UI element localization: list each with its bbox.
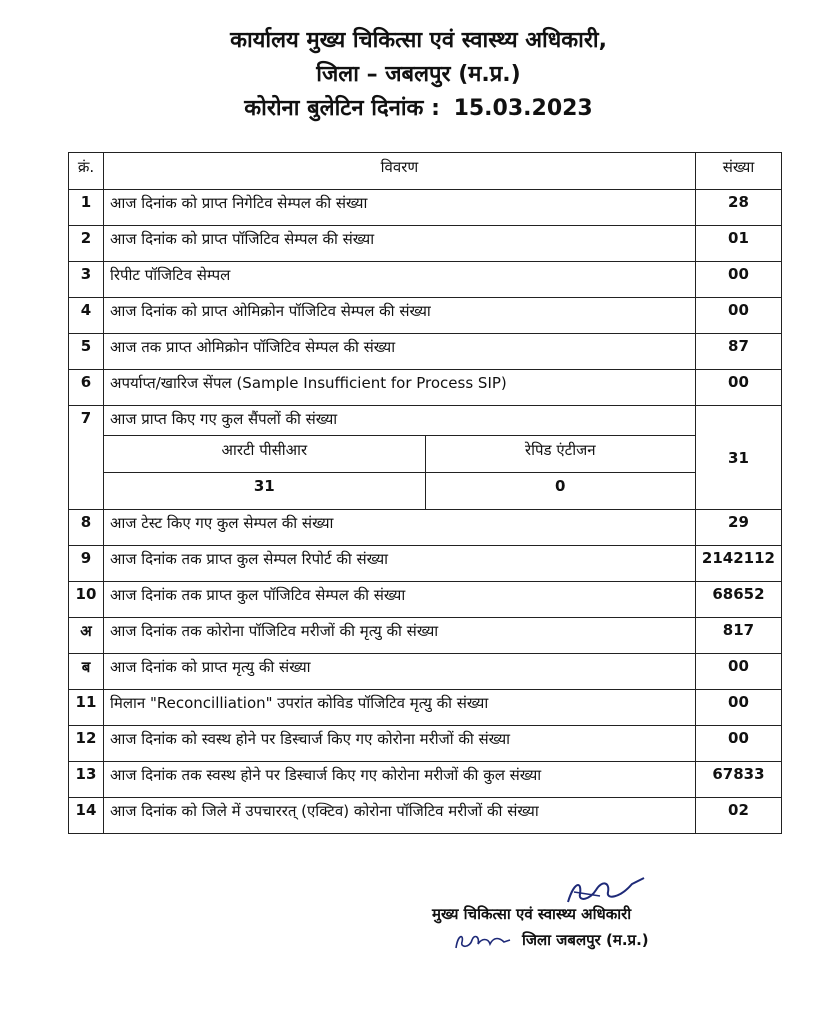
row-count: 00 bbox=[695, 370, 781, 406]
row-description: आज दिनांक को जिले में उपचाररत् (एक्टिव) कोरोना पॉजिटिव मरीजों की संख्या bbox=[103, 798, 695, 834]
row-serial: 4 bbox=[69, 298, 104, 334]
bulletin-table bbox=[68, 152, 782, 834]
table-row bbox=[69, 334, 782, 370]
row-serial: 11 bbox=[69, 690, 104, 726]
row-count: 02 bbox=[695, 798, 781, 834]
row-serial: 1 bbox=[69, 190, 104, 226]
header-serial: क्रं. bbox=[69, 153, 104, 190]
row-description-with-breakdown bbox=[103, 406, 695, 510]
table-row bbox=[69, 406, 782, 510]
row-serial: 12 bbox=[69, 726, 104, 762]
row-description: आज दिनांक तक स्वस्थ होने पर डिस्चार्ज किए गए कोरोना मरीजों की कुल संख्या bbox=[103, 762, 695, 798]
row-count: 00 bbox=[695, 690, 781, 726]
header-description: विवरण bbox=[103, 153, 695, 190]
row-description: आज प्राप्त किए गए कुल सैंपलों की संख्या bbox=[109, 410, 338, 428]
row-count: 68652 bbox=[695, 582, 781, 618]
table-row bbox=[69, 582, 782, 618]
signatory-designation: मुख्य चिकित्सा एवं स्वास्थ्य अधिकारी bbox=[432, 905, 632, 923]
row-serial: 10 bbox=[69, 582, 104, 618]
row-count: 28 bbox=[695, 190, 781, 226]
row-description: आज दिनांक को प्राप्त निगेटिव सेम्पल की संख्या bbox=[103, 190, 695, 226]
bulletin-title bbox=[0, 92, 837, 126]
initials-signature-icon bbox=[452, 930, 512, 952]
row-description: आज तक प्राप्त ओमिक्रोन पॉजिटिव सेम्पल की संख्या bbox=[103, 334, 695, 370]
row-count: 2142112 bbox=[695, 546, 781, 582]
table-row bbox=[69, 510, 782, 546]
table-row bbox=[69, 262, 782, 298]
row-count: 29 bbox=[695, 510, 781, 546]
table-row bbox=[69, 762, 782, 798]
row-count: 817 bbox=[695, 618, 781, 654]
row-count: 00 bbox=[695, 298, 781, 334]
table-row bbox=[69, 726, 782, 762]
table-row bbox=[69, 798, 782, 834]
row-serial: 6 bbox=[69, 370, 104, 406]
row-description: आज दिनांक को स्वस्थ होने पर डिस्चार्ज किए गए कोरोना मरीजों की संख्या bbox=[103, 726, 695, 762]
row-description: आज दिनांक को प्राप्त ओमिक्रोन पॉजिटिव सेम्पल की संख्या bbox=[103, 298, 695, 334]
bulletin-label: कोरोना बुलेटिन दिनांक : bbox=[244, 96, 440, 121]
row-description: अपर्याप्त/खारिज सेंपल (Sample Insufficient for Process SIP) bbox=[103, 370, 695, 406]
row-count: 67833 bbox=[695, 762, 781, 798]
breakdown-value-row bbox=[104, 473, 695, 510]
table-row bbox=[69, 226, 782, 262]
rapid-antigen-value: 0 bbox=[425, 473, 695, 510]
document-header bbox=[0, 24, 837, 126]
row-serial: अ bbox=[69, 618, 104, 654]
row-serial: 5 bbox=[69, 334, 104, 370]
table-row bbox=[69, 546, 782, 582]
row-count: 87 bbox=[695, 334, 781, 370]
row-serial: 7 bbox=[69, 406, 104, 510]
row-serial: 8 bbox=[69, 510, 104, 546]
table-row bbox=[69, 298, 782, 334]
row-description: रिपीट पॉजिटिव सेम्पल bbox=[103, 262, 695, 298]
table-row bbox=[69, 190, 782, 226]
rtpcr-header: आरटी पीसीआर bbox=[104, 436, 425, 473]
district-title: जिला – जबलपुर (म.प्र.) bbox=[316, 62, 521, 87]
table-row bbox=[69, 654, 782, 690]
row-count: 00 bbox=[695, 726, 781, 762]
row-description: आज दिनांक तक प्राप्त कुल सेम्पल रिपोर्ट की संख्या bbox=[103, 546, 695, 582]
row-description: आज दिनांक को प्राप्त मृत्यु की संख्या bbox=[103, 654, 695, 690]
table-header-row bbox=[69, 153, 782, 190]
row-count: 01 bbox=[695, 226, 781, 262]
row-serial: 3 bbox=[69, 262, 104, 298]
row-serial: 9 bbox=[69, 546, 104, 582]
row-description: मिलान "Reconcilliation" उपरांत कोविड पॉजिटिव मृत्यु की संख्या bbox=[103, 690, 695, 726]
header-count: संख्या bbox=[695, 153, 781, 190]
row-count: 00 bbox=[695, 654, 781, 690]
row-serial: 14 bbox=[69, 798, 104, 834]
signatory-district: जिला जबलपुर (म.प्र.) bbox=[522, 931, 649, 949]
rtpcr-value: 31 bbox=[104, 473, 425, 510]
breakdown-header-row bbox=[104, 436, 695, 473]
row-description: आज टेस्ट किए गए कुल सेम्पल की संख्या bbox=[103, 510, 695, 546]
row-description: आज दिनांक तक प्राप्त कुल पॉजिटिव सेम्पल की संख्या bbox=[103, 582, 695, 618]
row-count: 00 bbox=[695, 262, 781, 298]
office-title: कार्यालय मुख्य चिकित्सा एवं स्वास्थ्य अधिकारी, bbox=[230, 28, 607, 53]
table-row bbox=[69, 618, 782, 654]
sample-breakdown-table bbox=[104, 435, 695, 509]
table-row bbox=[69, 370, 782, 406]
row-serial: 2 bbox=[69, 226, 104, 262]
row-description: आज दिनांक को प्राप्त पॉजिटिव सेम्पल की संख्या bbox=[103, 226, 695, 262]
row-serial: ब bbox=[69, 654, 104, 690]
table-row bbox=[69, 690, 782, 726]
row-count: 31 bbox=[695, 406, 781, 510]
bulletin-date: 15.03.2023 bbox=[453, 96, 593, 121]
row-description: आज दिनांक तक कोरोना पॉजिटिव मरीजों की मृत्यु की संख्या bbox=[103, 618, 695, 654]
row-serial: 13 bbox=[69, 762, 104, 798]
rapid-antigen-header: रेपिड एंटीजन bbox=[425, 436, 695, 473]
